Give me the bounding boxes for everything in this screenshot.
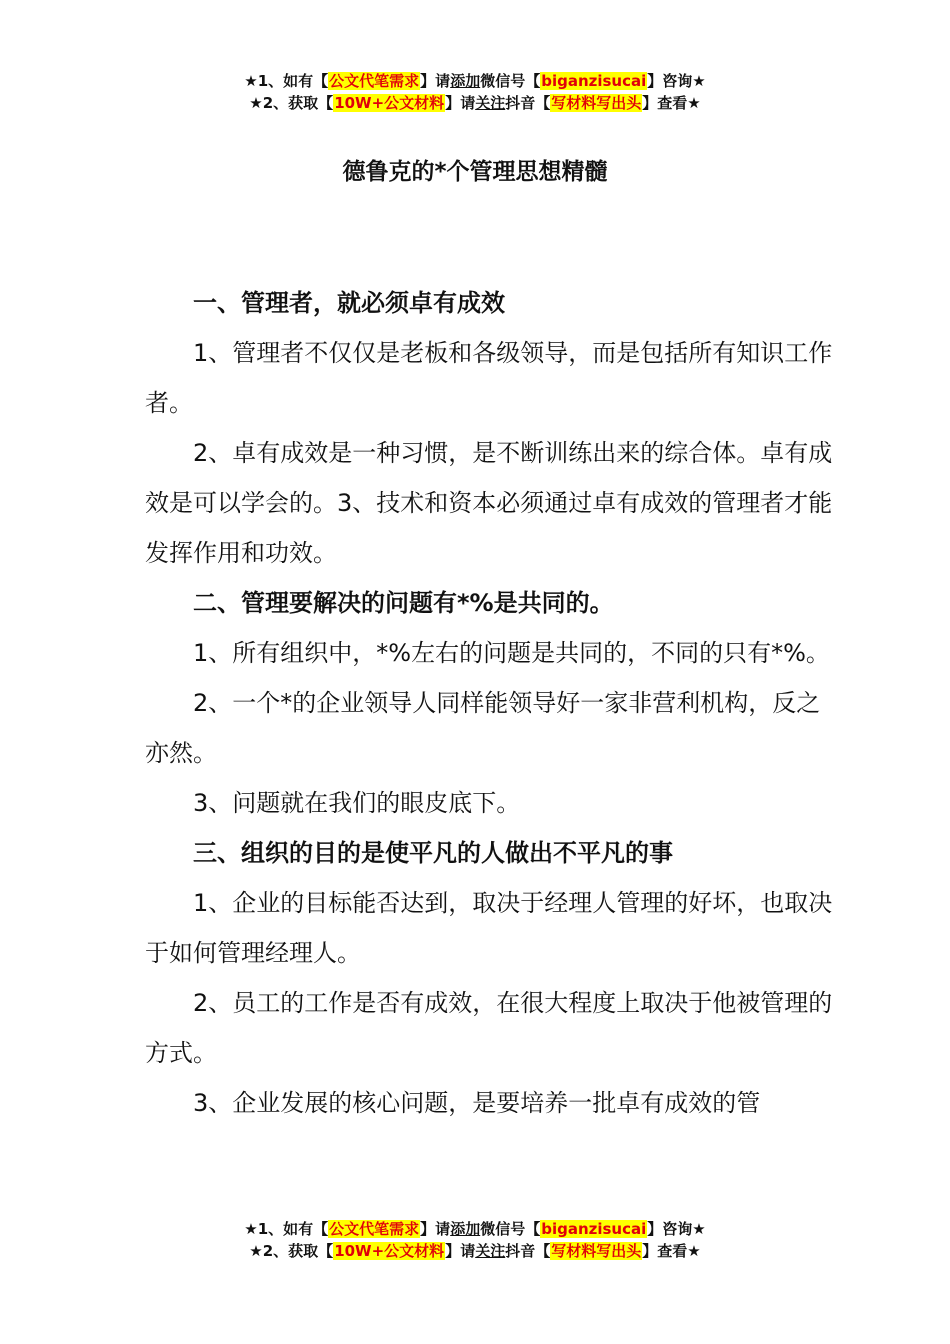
paragraph: 3、企业发展的核心问题，是要培养一批卓有成效的管 xyxy=(193,1089,761,1117)
banner-text: 微信号【 xyxy=(480,72,541,90)
underlined-text: 关注 xyxy=(475,1242,506,1260)
highlight-douyin-id: 写材料写出头 xyxy=(551,94,642,112)
highlight-wechat-id: biganzisucai xyxy=(541,1220,647,1238)
highlight-service: 公文代笔需求 xyxy=(329,1220,420,1238)
underlined-text: 添加 xyxy=(450,1220,481,1238)
header-banner xyxy=(0,70,950,114)
paragraph: 1、企业的目标能否达到，取决于经理人管理的好坏，也取决于如何管理经理人。 xyxy=(145,889,833,967)
banner-line-2 xyxy=(0,92,950,114)
banner-text: 】查看★ xyxy=(642,1242,701,1260)
banner-text: 抖音【 xyxy=(505,1242,551,1260)
banner-text: 】请 xyxy=(445,1242,476,1260)
paragraph: 2、卓有成效是一种习惯，是不断训练出来的综合体。卓有成效是可以学会的。3、技术和资本必须通过卓有成效的管理者才能发挥作用和功效。 xyxy=(145,439,833,567)
underlined-text: 添加 xyxy=(450,72,481,90)
paragraph: 2、一个*的企业领导人同样能领导好一家非营利机构，反之亦然。 xyxy=(145,689,821,767)
banner-text: 抖音【 xyxy=(505,94,551,112)
highlight-wechat-id: biganzisucai xyxy=(541,72,647,90)
banner-text: ★2、获取【 xyxy=(249,94,334,112)
paragraph: 1、管理者不仅仅是老板和各级领导，而是包括所有知识工作者。 xyxy=(145,339,833,417)
footer-banner xyxy=(0,1218,950,1262)
banner-text: 】请 xyxy=(420,1220,451,1238)
section-heading: 二、管理要解决的问题有*%是共同的。 xyxy=(193,589,614,617)
highlight-materials: 10W+公文材料 xyxy=(334,94,445,112)
banner-line-1 xyxy=(0,1218,950,1240)
banner-text: ★2、获取【 xyxy=(249,1242,334,1260)
banner-text: 】咨询★ xyxy=(647,72,706,90)
banner-line-2 xyxy=(0,1240,950,1262)
section-heading: 三、组织的目的是使平凡的人做出不平凡的事 xyxy=(193,839,673,867)
banner-text: 】请 xyxy=(445,94,476,112)
underlined-text: 关注 xyxy=(475,94,506,112)
paragraph: 2、员工的工作是否有成效，在很大程度上取决于他被管理的方式。 xyxy=(145,989,833,1067)
banner-text: 微信号【 xyxy=(480,1220,541,1238)
paragraph: 3、问题就在我们的眼皮底下。 xyxy=(193,789,521,817)
banner-text: ★1、如有【 xyxy=(244,1220,329,1238)
paragraph: 1、所有组织中，*%左右的问题是共同的，不同的只有*%。 xyxy=(193,639,830,667)
section-heading: 一、管理者，就必须卓有成效 xyxy=(193,289,505,317)
highlight-materials: 10W+公文材料 xyxy=(334,1242,445,1260)
banner-text: 】查看★ xyxy=(642,94,701,112)
highlight-douyin-id: 写材料写出头 xyxy=(551,1242,642,1260)
highlight-service: 公文代笔需求 xyxy=(329,72,420,90)
banner-line-1 xyxy=(0,70,950,92)
banner-text: ★1、如有【 xyxy=(244,72,329,90)
banner-text: 】请 xyxy=(420,72,451,90)
document-title: 德鲁克的*个管理思想精髓 xyxy=(342,159,608,185)
document-body xyxy=(145,278,835,1128)
banner-text: 】咨询★ xyxy=(647,1220,706,1238)
